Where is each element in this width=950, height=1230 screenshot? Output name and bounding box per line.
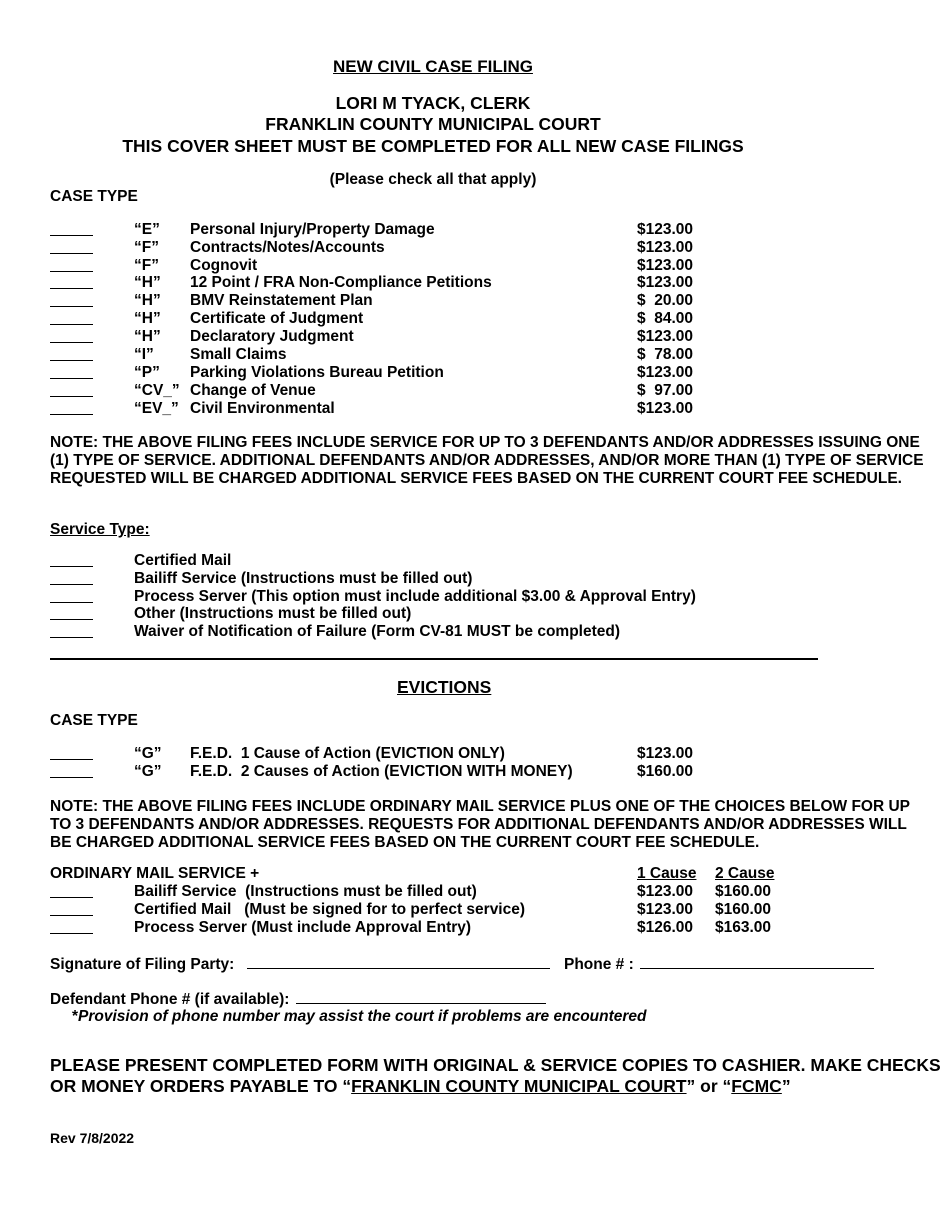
one-cause-header: 1 Cause <box>637 865 697 882</box>
case-description: Certificate of Judgment <box>190 310 364 327</box>
phone-provision-note <box>72 1008 647 1026</box>
check-blank[interactable] <box>50 347 93 361</box>
check-blank[interactable] <box>50 571 93 585</box>
service-description: Waiver of Notification of Failure (Form CV-81 MUST be completed) <box>134 623 621 640</box>
service-description: Certified Mail <box>134 552 232 569</box>
case-description: Change of Venue <box>190 382 316 399</box>
case-type-row <box>50 364 810 382</box>
check-blank[interactable] <box>50 553 93 567</box>
eviction-service-row <box>50 883 810 901</box>
case-description: Declaratory Judgment <box>190 328 354 345</box>
clerk-name: LORI M TYACK, CLERK <box>335 93 531 113</box>
evictions-title: EVICTIONS <box>397 677 492 697</box>
ordinary-mail-label: ORDINARY MAIL SERVICE + <box>50 865 260 882</box>
check-blank[interactable] <box>50 902 93 916</box>
two-cause-fee: $160.00 <box>715 883 772 900</box>
case-code: “E” <box>134 221 160 238</box>
check-blank[interactable] <box>50 884 93 898</box>
case-description: F.E.D. 2 Causes of Action (EVICTION WITH MONEY) <box>190 763 573 780</box>
case-code: “P” <box>134 364 160 381</box>
case-fee: $ 20.00 <box>637 292 694 309</box>
two-cause-fee: $160.00 <box>715 901 772 918</box>
check-blank[interactable] <box>50 606 93 620</box>
check-blank[interactable] <box>50 764 93 778</box>
defendant-phone-label: Defendant Phone # (if available): <box>50 991 290 1008</box>
service-description: Process Server (This option must include additional $3.00 & Approval Entry) <box>134 588 696 605</box>
case-description: Contracts/Notes/Accounts <box>190 239 385 256</box>
present-instruction-line2 <box>50 1076 791 1097</box>
case-type-row <box>50 274 810 292</box>
form-title: NEW CIVIL CASE FILING <box>333 57 533 76</box>
court-name: FRANKLIN COUNTY MUNICIPAL COURT <box>265 114 601 134</box>
case-type-row <box>50 328 810 346</box>
service-type-row <box>50 588 810 606</box>
case-code: “CV_” <box>134 382 180 399</box>
check-blank[interactable] <box>50 383 93 397</box>
case-fee: $123.00 <box>637 364 694 381</box>
two-cause-header: 2 Cause <box>715 865 775 882</box>
check-blank[interactable] <box>50 624 93 638</box>
one-cause-fee: $123.00 <box>637 901 694 918</box>
case-code: “F” <box>134 239 159 256</box>
case-fee: $ 97.00 <box>637 382 694 399</box>
check-blank[interactable] <box>50 589 93 603</box>
case-description: Cognovit <box>190 257 258 274</box>
eviction-fee-note: NOTE: THE ABOVE FILING FEES INCLUDE ORDINARY MAIL SERVICE PLUS ONE OF THE CHOICES BELOW FOR UP TO 3 DEFENDANTS AND/OR ADDRESSES. REQUESTS FOR ADDITIONAL DEFENDANTS AND/OR ADDRESSES WILL BE CHARGED ADDITIONAL SERVICE FEES BASED ON THE CURRENT COURT FEE SCHEDULE. <box>50 798 910 851</box>
defendant-phone-line[interactable] <box>296 990 546 1004</box>
service-description: Certified Mail (Must be signed for to perfect service) <box>134 901 526 918</box>
check-blank[interactable] <box>50 311 93 325</box>
case-code: “I” <box>134 346 154 363</box>
section-divider <box>50 658 818 660</box>
eviction-type-row <box>50 745 810 763</box>
check-blank[interactable] <box>50 329 93 343</box>
case-type-row <box>50 400 810 418</box>
case-description: F.E.D. 1 Cause of Action (EVICTION ONLY) <box>190 745 505 762</box>
case-description: Civil Environmental <box>190 400 335 417</box>
case-code: “F” <box>134 257 159 274</box>
case-code: “G” <box>134 745 162 762</box>
check-blank[interactable] <box>50 222 93 236</box>
check-blank[interactable] <box>50 258 93 272</box>
eviction-type-row <box>50 763 810 781</box>
civil-fee-note: NOTE: THE ABOVE FILING FEES INCLUDE SERVICE FOR UP TO 3 DEFENDANTS AND/OR ADDRESSES ISSUING ONE (1) TYPE OF SERVICE. ADDITIONAL DEFENDANTS AND/OR ADDRESSES, AND/OR MORE THAN (1) TYPE OF SERVICE REQUESTED WILL BE CHARGED ADDITIONAL SERVICE FEES BASED ON THE CURRENT COURT FEE SCHEDULE. <box>50 434 924 487</box>
payee-name: FRANKLIN COUNTY MUNICIPAL COURT <box>351 1076 687 1096</box>
case-fee: $123.00 <box>637 328 694 345</box>
phone-line[interactable] <box>640 955 874 969</box>
service-type-row <box>50 605 810 623</box>
payee-abbrev: FCMC <box>731 1076 782 1096</box>
case-fee: $123.00 <box>637 745 694 762</box>
service-type-label: Service Type: <box>50 521 150 538</box>
asterisk: * <box>72 1008 79 1025</box>
check-blank[interactable] <box>50 920 93 934</box>
case-code: “EV_” <box>134 400 179 417</box>
check-note: (Please check all that apply) <box>329 171 537 188</box>
case-fee: $160.00 <box>637 763 694 780</box>
eviction-case-type-label: CASE TYPE <box>50 712 138 729</box>
service-type-row <box>50 570 810 588</box>
filing-party-signature <box>50 955 550 974</box>
case-code: “G” <box>134 763 162 780</box>
case-type-row <box>50 346 810 364</box>
or-text: ” or “ <box>686 1076 732 1096</box>
case-fee: $123.00 <box>637 274 694 291</box>
case-fee: $123.00 <box>637 239 694 256</box>
check-blank[interactable] <box>50 401 93 415</box>
two-cause-fee: $163.00 <box>715 919 772 936</box>
case-type-row <box>50 221 810 239</box>
case-fee: $ 78.00 <box>637 346 694 363</box>
eviction-service-row <box>50 919 810 937</box>
case-fee: $ 84.00 <box>637 310 694 327</box>
payable-to-text: OR MONEY ORDERS PAYABLE TO “ <box>50 1076 352 1096</box>
service-description: Bailiff Service (Instructions must be filled out) <box>134 883 477 900</box>
service-description: Bailiff Service (Instructions must be filled out) <box>134 570 473 587</box>
check-blank[interactable] <box>50 746 93 760</box>
service-type-row <box>50 552 810 570</box>
case-code: “H” <box>134 310 161 327</box>
case-type-label: CASE TYPE <box>50 188 138 205</box>
one-cause-fee: $126.00 <box>637 919 694 936</box>
check-blank[interactable] <box>50 293 93 307</box>
case-description: BMV Reinstatement Plan <box>190 292 373 309</box>
case-type-row <box>50 239 810 257</box>
case-type-row <box>50 310 810 328</box>
close-quote: ” <box>781 1076 791 1096</box>
check-blank[interactable] <box>50 365 93 379</box>
case-code: “H” <box>134 274 161 291</box>
filing-party-label: Signature of Filing Party: <box>50 956 235 973</box>
case-description: Small Claims <box>190 346 287 363</box>
case-description: Personal Injury/Property Damage <box>190 221 435 238</box>
service-description: Other (Instructions must be filled out) <box>134 605 412 622</box>
check-blank[interactable] <box>50 240 93 254</box>
defendant-phone-field <box>50 990 546 1009</box>
signature-line[interactable] <box>247 955 550 969</box>
case-description: Parking Violations Bureau Petition <box>190 364 444 381</box>
case-type-row <box>50 292 810 310</box>
case-type-row <box>50 257 810 275</box>
one-cause-fee: $123.00 <box>637 883 694 900</box>
case-fee: $123.00 <box>637 400 694 417</box>
case-type-row <box>50 382 810 400</box>
revision-date: Rev 7/8/2022 <box>50 1130 135 1146</box>
case-code: “H” <box>134 292 161 309</box>
case-code: “H” <box>134 328 161 345</box>
case-fee: $123.00 <box>637 257 694 274</box>
check-blank[interactable] <box>50 275 93 289</box>
eviction-service-row <box>50 901 810 919</box>
service-description: Process Server (Must include Approval Entry) <box>134 919 472 936</box>
present-instruction-line1: PLEASE PRESENT COMPLETED FORM WITH ORIGINAL & SERVICE COPIES TO CASHIER. MAKE CHECKS <box>50 1055 941 1075</box>
phone-label: Phone # : <box>564 956 634 973</box>
case-description: 12 Point / FRA Non-Compliance Petitions <box>190 274 492 291</box>
phone-note-text: Provision of phone number may assist the court if problems are encountered <box>78 1008 647 1025</box>
instruction-heading: THIS COVER SHEET MUST BE COMPLETED FOR ALL NEW CASE FILINGS <box>122 136 744 156</box>
phone-field <box>564 955 874 974</box>
case-fee: $123.00 <box>637 221 694 238</box>
service-type-row <box>50 623 810 641</box>
